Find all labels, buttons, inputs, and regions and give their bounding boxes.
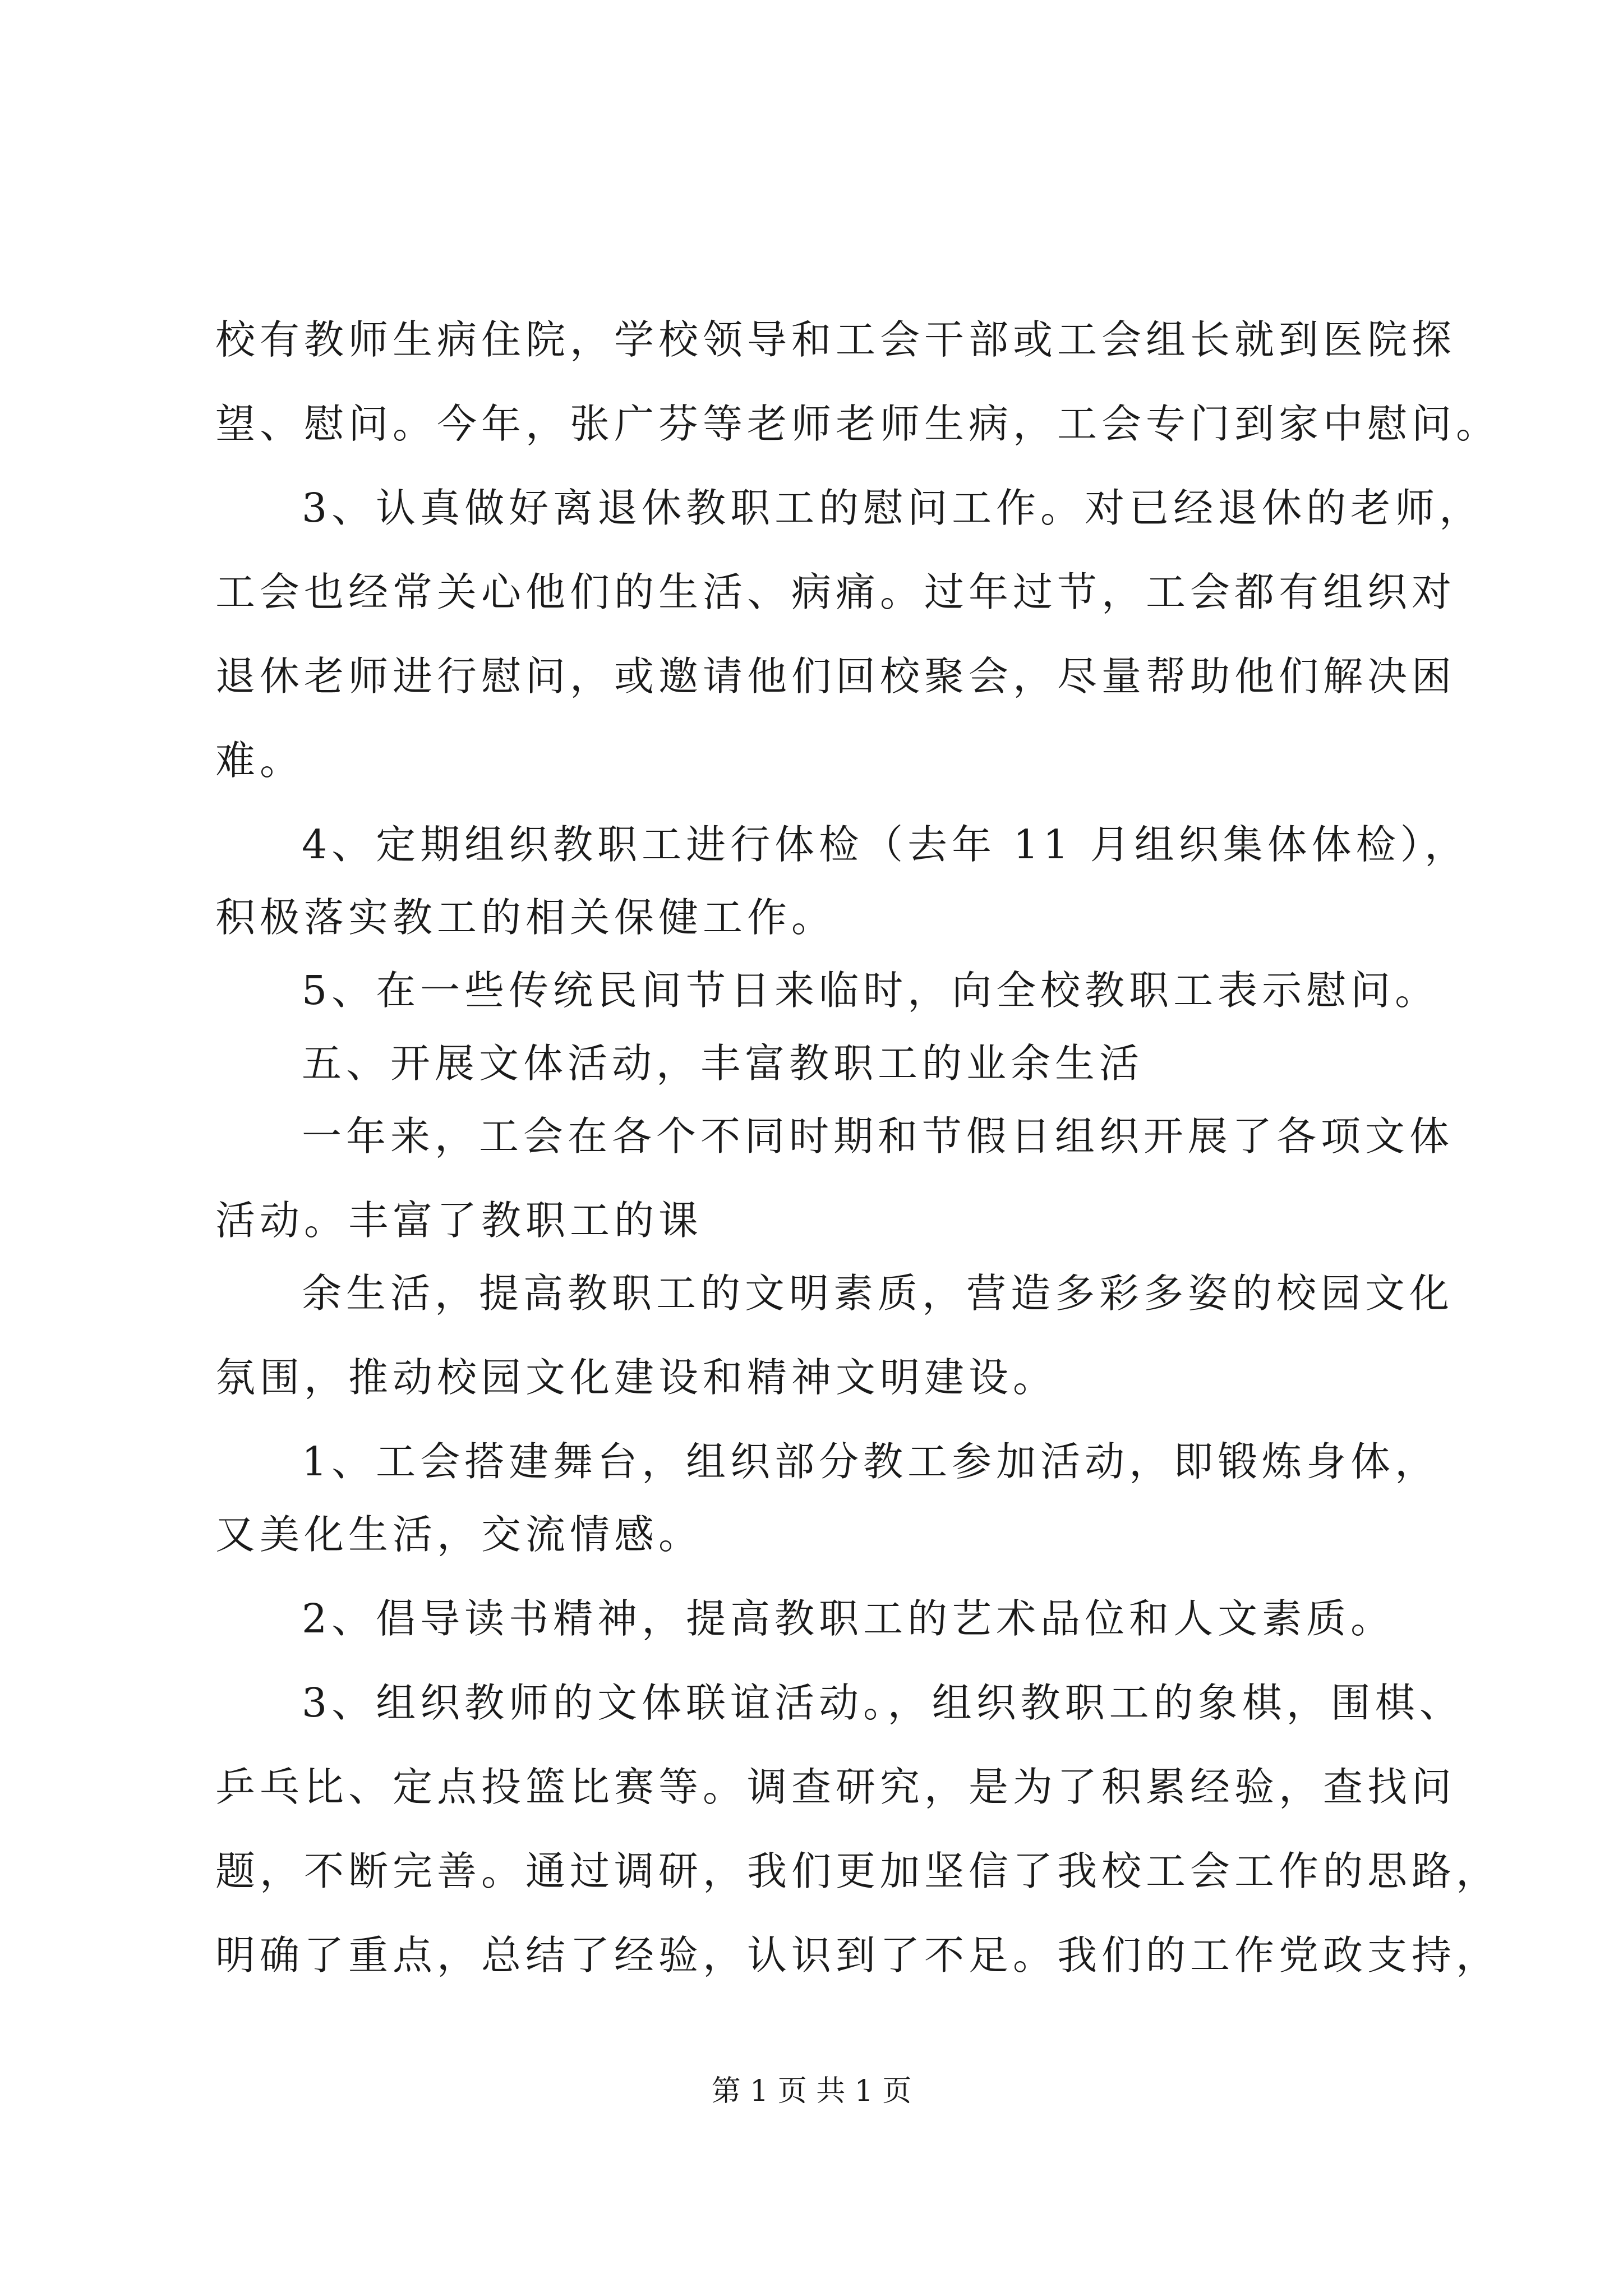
paragraph-line: 望、慰问。今年，张广芬等老师老师生病，工会专门到家中慰问。	[215, 401, 1501, 447]
page-number-footer: 第 1 页 共 1 页	[711, 2074, 912, 2108]
paragraph-line: 题，不断完善。通过调研，我们更加坚信了我校工会工作的思路，	[215, 1848, 1501, 1894]
paragraph-line: 积极落实教工的相关保健工作。	[215, 894, 836, 941]
paragraph-line: 又美化生活，交流情感。	[215, 1511, 703, 1558]
paragraph-line: 校有教师生病住院，学校领导和工会干部或工会组长就到医院探	[215, 316, 1456, 363]
paragraph-line: 明确了重点，总结了经验，认识到了不足。我们的工作党政支持，	[215, 1932, 1501, 1978]
paragraph-line: 3、认真做好离退休教职工的慰问工作。对已经退休的老师，	[302, 485, 1484, 531]
paragraph-line: 2、倡导读书精神，提高教职工的艺术品位和人文素质。	[302, 1595, 1395, 1642]
paragraph-line: 氛围，推动校园文化建设和精神文明建设。	[215, 1354, 1058, 1401]
paragraph-line: 一年来，工会在各个不同时期和节假日组织开展了各项文体	[302, 1113, 1454, 1159]
paragraph-line: 5、在一些传统民间节日来临时，向全校教职工表示慰问。	[302, 967, 1440, 1014]
paragraph-line: 4、定期组织教职工进行体检（去年 11 月组织集体体检），	[302, 821, 1469, 868]
paragraph-line: 活动。丰富了教职工的课	[215, 1197, 703, 1244]
paragraph-line: 余生活，提高教职工的文明素质，营造多彩多姿的校园文化	[302, 1270, 1454, 1317]
paragraph-line: 1、工会搭建舞台，组织部分教工参加活动，即锻炼身体，	[302, 1438, 1440, 1485]
paragraph-line: 3、组织教师的文体联谊活动。，组织教职工的象棋，围棋、	[302, 1680, 1464, 1726]
paragraph-line: 难。	[215, 737, 305, 784]
paragraph-line: 退休老师进行慰问，或邀请他们回校聚会，尽量帮助他们解决困	[215, 653, 1456, 700]
paragraph-line: 乒乓比、定点投篮比赛等。调查研究，是为了积累经验，查找问	[215, 1764, 1456, 1810]
section-heading: 五、开展文体活动，丰富教职工的业余生活	[302, 1040, 1144, 1087]
paragraph-line: 工会也经常关心他们的生活、病痛。过年过节，工会都有组织对	[215, 569, 1456, 615]
